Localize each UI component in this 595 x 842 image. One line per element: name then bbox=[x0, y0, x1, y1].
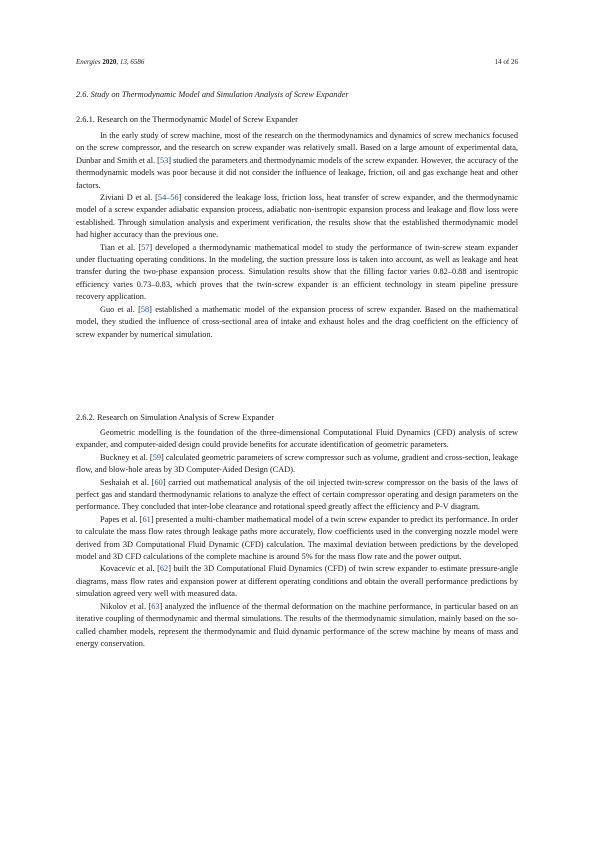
citation-link[interactable]: 58 bbox=[140, 304, 150, 314]
citation-link[interactable]: 54–56 bbox=[157, 193, 179, 203]
citation-link[interactable]: 57 bbox=[141, 242, 150, 252]
citation-link[interactable]: 63 bbox=[151, 601, 160, 611]
paragraph: Tian et al. [57] developed a thermodynamic mathematical model to study the performance of twin-screw steam expander under fluctuating operating conditions. In the modeling, the suction pressure loss is taken into account, as well as leakage and heat transfer during the two-phase expansion process. Simulation results show that the filling factor varies 0.82–0.88 and isentropic efficiency varies 0.73–0.83, which proves that the twin-screw expander is an efficient technology in steam pipeline pressure recovery application. bbox=[76, 242, 518, 302]
paragraph: Geometric modelling is the foundation of the three-dimensional Computational Fluid Dynamics (CFD) analysis of screw expander, and computer-aided design could provide benefits for accurate identification of geometric parameters. bbox=[76, 428, 518, 450]
subsection-body-1 bbox=[76, 130, 518, 341]
subsection-title-2: 2.6.2. Research on Simulation Analysis of Screw Expander bbox=[76, 413, 275, 422]
journal-citation bbox=[76, 58, 144, 66]
paragraph: Seshaiah et al. [60] carried out mathematical analysis of the oil injected twin-screw compressor on the basis of the laws of perfect gas and standard thermodynamic relations to analyze the effect of certain compressor operating and design parameters on the performance. They concluded that inter-lobe clearance and rotational speed greatly affect the efficiency and P-V diagram. bbox=[76, 477, 518, 512]
subsection-body-2 bbox=[76, 427, 518, 650]
citation-link[interactable]: 62 bbox=[159, 564, 169, 574]
journal-year: 2020 bbox=[102, 58, 117, 66]
paragraph: Buckney et al. [59] calculated geometric parameters of screw compressor such as volume, gradient and cross-section, leakage flow, and blow-hole areas by 3D Computer-Aided Design (CAD). bbox=[76, 452, 519, 475]
subsection-title-1: 2.6.1. Research on the Thermodynamic Model of Screw Expander bbox=[76, 115, 298, 124]
journal-volume: , 13, 6586 bbox=[116, 58, 145, 66]
paragraph: Guo et al. [58] established a mathematic model of the expansion process of screw expander. Based on the mathematical model, they studied the influence of cross-sectional area of intake and exhaust holes and the drag coefficient on the efficiency of screw expander by numerical simulation. bbox=[76, 304, 518, 339]
paragraph: Papes et al. [61] presented a multi-chamber mathematical model of a twin screw expander to predict its performance. In order to calculate the mass flow rates through leakage paths more accurately, flow coefficients used in the converging nozzle model were derived from 3D Computational Fluid Dynamic (CFD) calculation. The maximal deviation between predictions by the developed model and 3D CFD calculations of the complete machine is around 5% for the mass flow rate and the power output. bbox=[76, 514, 518, 562]
citation-link[interactable]: 53 bbox=[159, 155, 169, 165]
citation-link[interactable]: 60 bbox=[154, 477, 163, 487]
citation-link[interactable]: 61 bbox=[142, 514, 151, 524]
citation-link[interactable]: 59 bbox=[152, 452, 161, 462]
paragraph: In the early study of screw machine, most of the research on the thermodynamics and dynamics of screw mechanics focused on the screw compressor, and the research on screw expander was relatively small. Based on a large amount of experimental data, Dunbar and Smith et al. [53] studied the parameters and thermodynamic models of the screw expander. However, the accuracy of the thermodynamic models was poor because it did not consider the influence of leakage, friction, oil and gas exchange heat and other factors. bbox=[76, 131, 518, 190]
journal-name: Energies bbox=[76, 58, 101, 66]
paragraph: Ziviani D et al. [54–56] considered the leakage loss, friction loss, heat transfer of screw expander, and the thermodynamic model of a screw expander adiabatic expansion process, adiabatic non-isentropic expansion process and leakage and flow loss were established. Through simulation analysis and experiment verification, the results show that the established thermodynamic model had higher accuracy than the previous one. bbox=[76, 193, 518, 240]
paragraph: Kovacevic et al. [62] built the 3D Computational Fluid Dynamics (CFD) of twin screw expander to estimate pressure-angle diagrams, mass flow rates and expansion power at different operating conditions and obtain the overall performance predictions by simulation agreed very well with measured data. bbox=[76, 564, 518, 599]
page-number: 14 of 26 bbox=[494, 58, 518, 66]
paragraph: Nikolov et al. [63] analyzed the influence of the thermal deformation on the machine performance, in particular based on an iterative coupling of thermodynamic and thermal simulations. The results of the thermodynamic simulation, mainly based on the so-called chamber models, represent the thermodynamic and fluid dynamic performance of the screw machine by means of mass and energy conservation. bbox=[76, 601, 518, 648]
section-title: 2.6. Study on Thermodynamic Model and Simulation Analysis of Screw Expander bbox=[76, 90, 349, 99]
